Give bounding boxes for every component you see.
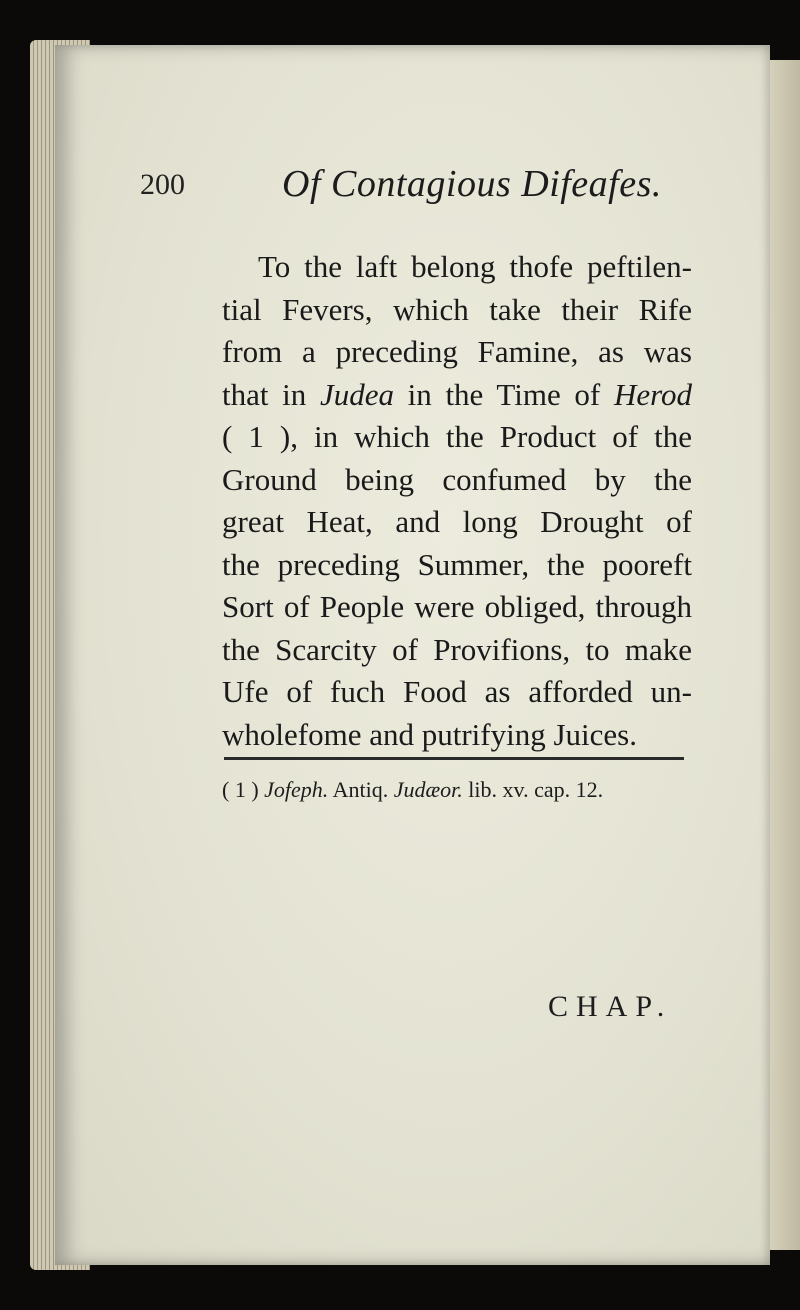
body-line: that in Judea in the Time of Herod (222, 376, 692, 412)
footnote-reference: lib. xv. cap. 12. (468, 777, 604, 802)
facing-page-edge (768, 60, 800, 1250)
running-head: Of Contagious Difeafes. (282, 163, 662, 205)
body-line: tial Fevers, which take their Rife (222, 291, 692, 327)
body-line: the preceding Summer, the pooreft (222, 546, 692, 582)
italic-name-judea: Judea (319, 376, 394, 412)
page-header (0, 160, 800, 210)
body-line: wholefome and putrifying Juices. (222, 716, 637, 752)
footnote-work: Antiq. (332, 777, 389, 802)
body-line: Sort of People were obliged, through (222, 589, 692, 624)
page-number: 200 (140, 168, 185, 201)
body-line: Ufe of fuch Food as afforded un- (222, 674, 692, 709)
footnote-work-italic: Judæor. (393, 777, 463, 802)
footnote-marker: ( 1 ) (222, 777, 259, 802)
body-paragraph (222, 246, 692, 756)
footnote-rule (224, 757, 684, 760)
body-line: ( 1 ), in which the Product of the (222, 419, 692, 454)
italic-name-herod: Herod (613, 376, 692, 412)
body-line: the Scarcity of Provifions, to make (222, 631, 692, 667)
body-line: To the laft belong thofe peftilen- (258, 249, 692, 284)
footnote (222, 777, 702, 803)
body-line: Ground being confumed by the (222, 461, 692, 497)
body-line: from a preceding Famine, as was (222, 334, 692, 369)
footnote-author: Jofeph. (264, 777, 329, 802)
body-line: great Heat, and long Drought of (222, 504, 692, 539)
catchword: CHAP. (548, 990, 673, 1023)
